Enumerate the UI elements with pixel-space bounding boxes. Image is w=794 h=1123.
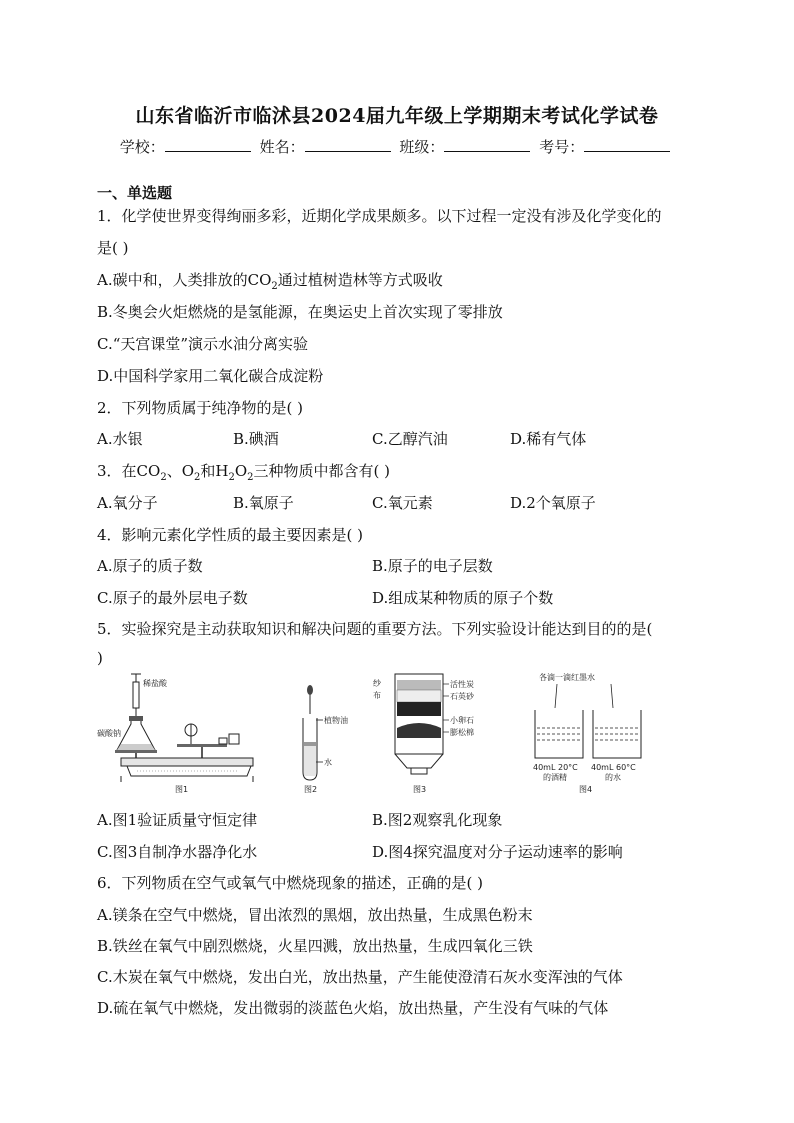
fig2-water-label: 水: [324, 758, 332, 767]
q4-option-a: A.原子的质子数: [97, 557, 203, 575]
q3-stem-a: 3．在CO: [97, 462, 161, 480]
q3-stem-c: 和H: [200, 462, 229, 480]
fig4-top-label: 各滴一滴红墨水: [539, 673, 595, 682]
page-title: 山东省临沂市临沭县2024届九年级上学期期末考试化学试卷: [135, 105, 659, 127]
q5-stem-line1: 5．实验探究是主动获取知识和解决问题的重要方法。下列实验设计能达到目的的是(: [97, 620, 653, 638]
q2-stem: 2．下列物质属于纯净物的是( ): [97, 399, 304, 417]
q3-option-b: B.氧原子: [233, 494, 294, 512]
fig4-beaker1-line1: 40mL 20°C: [533, 763, 578, 772]
q3-option-a: A.氧分子: [97, 494, 158, 512]
q1-option-b: B.冬奥会火炬燃烧的是氢能源，在奥运史上首次实现了零排放: [97, 303, 503, 321]
q5-stem-line2: ): [97, 649, 103, 667]
q2-option-c: C.乙醇汽油: [372, 430, 448, 448]
q5-option-c: C.图3自制净水器净化水: [97, 843, 258, 861]
school-blank[interactable]: [165, 138, 251, 152]
q3-option-d: D.2个氧原子: [510, 494, 596, 512]
q3-stem-e: 三种物质中都含有( ): [253, 462, 391, 480]
q5-figures: [97, 672, 697, 797]
fig2-oil-label: 植物油: [324, 716, 348, 725]
figure-1-balance: [97, 674, 253, 794]
class-blank[interactable]: [444, 138, 530, 152]
fig4-beaker2-line1: 40mL 60°C: [591, 763, 636, 772]
q4-option-d: D.组成某种物质的原子个数: [372, 589, 554, 607]
fig3-gauze-label-2: 布: [373, 691, 381, 700]
fig3-label-carbon: 活性炭: [450, 680, 474, 689]
school-label: 学校：: [119, 138, 165, 156]
q4-option-b: B.原子的电子层数: [372, 557, 493, 575]
q2-option-d: D.稀有气体: [510, 430, 587, 448]
fig1-acid-label: 稀盐酸: [143, 679, 167, 688]
q3-stem-b: 、O: [166, 462, 195, 480]
q1-a-sub: 2: [271, 281, 278, 292]
figure-3-water-filter: [373, 674, 475, 794]
q1-a-text: A.碳中和，人类排放的CO: [97, 271, 272, 289]
fig1-caption: 图1: [175, 785, 189, 794]
fig3-caption: 图3: [413, 785, 427, 794]
fig3-gauze-label-1: 纱: [373, 679, 381, 688]
q1-option-d: D.中国科学家用二氧化碳合成淀粉: [97, 367, 324, 385]
q6-option-c: C.木炭在氧气中燃烧，发出白光，放出热量，产生能使澄清石灰水变浑浊的气体: [97, 968, 623, 986]
student-info-row: [0, 136, 794, 157]
q1-stem-line1: 1．化学使世界变得绚丽多彩，近期化学成果颇多。以下过程一定没有涉及化学变化的: [97, 207, 662, 225]
q6-option-d: D.硫在氧气中燃烧，发出微弱的淡蓝色火焰，放出热量，产生没有气味的气体: [97, 999, 609, 1017]
q1-a-text-end: 通过植树造林等方式吸收: [277, 271, 443, 289]
name-blank[interactable]: [305, 138, 391, 152]
fig1-salt-label: 碳酸钠: [97, 729, 121, 738]
q3-option-c: C.氧元素: [372, 494, 433, 512]
q3-stem-d: O: [234, 462, 248, 480]
q1-option-c: C.“天宫课堂”演示水油分离实验: [97, 335, 309, 353]
exam-number-blank[interactable]: [584, 138, 670, 152]
q1-option-a: [97, 269, 443, 292]
q5-option-a: A.图1验证质量守恒定律: [97, 811, 258, 829]
q2-option-b: B.碘酒: [233, 430, 279, 448]
fig4-beaker1-line2: 的酒精: [543, 773, 567, 782]
q3-sub-1: 2: [160, 472, 167, 483]
fig3-label-pebbles: 小卵石: [450, 716, 474, 725]
q6-option-a: A.镁条在空气中燃烧，冒出浓烈的黑烟，放出热量，生成黑色粉末: [97, 906, 533, 924]
q3-sub-4: 2: [247, 472, 254, 483]
section-heading: 一、单选题: [97, 184, 173, 202]
q3-stem: [97, 460, 390, 483]
fig4-beaker2-line2: 的水: [605, 773, 621, 782]
q4-stem: 4．影响元素化学性质的最主要因素是( ): [97, 526, 364, 544]
fig3-label-sand: 石英砂: [450, 692, 474, 701]
q5-option-b: B.图2观察乳化现象: [372, 811, 503, 829]
fig2-caption: 图2: [304, 785, 318, 794]
q4-option-c: C.原子的最外层电子数: [97, 589, 248, 607]
exam-number-label: 考号：: [539, 138, 585, 156]
q1-stem-line2: 是( ): [97, 239, 129, 257]
name-label: 姓名：: [259, 138, 305, 156]
q6-stem: 6．下列物质在空气或氧气中燃烧现象的描述，正确的是( ): [97, 874, 484, 892]
class-label: 班级：: [399, 138, 445, 156]
fig3-label-cotton: 膨松棉: [450, 728, 474, 737]
q6-option-b: B.铁丝在氧气中剧烈燃烧，火星四溅，放出热量，生成四氧化三铁: [97, 937, 533, 955]
figure-2-test-tube: [303, 685, 348, 794]
q3-sub-3: 2: [228, 472, 235, 483]
figure-4-beakers: [533, 672, 641, 794]
q3-sub-2: 2: [194, 472, 201, 483]
q2-option-a: A.水银: [97, 430, 143, 448]
fig4-caption: 图4: [579, 785, 593, 794]
q5-option-d: D.图4探究温度对分子运动速率的影响: [372, 843, 623, 861]
